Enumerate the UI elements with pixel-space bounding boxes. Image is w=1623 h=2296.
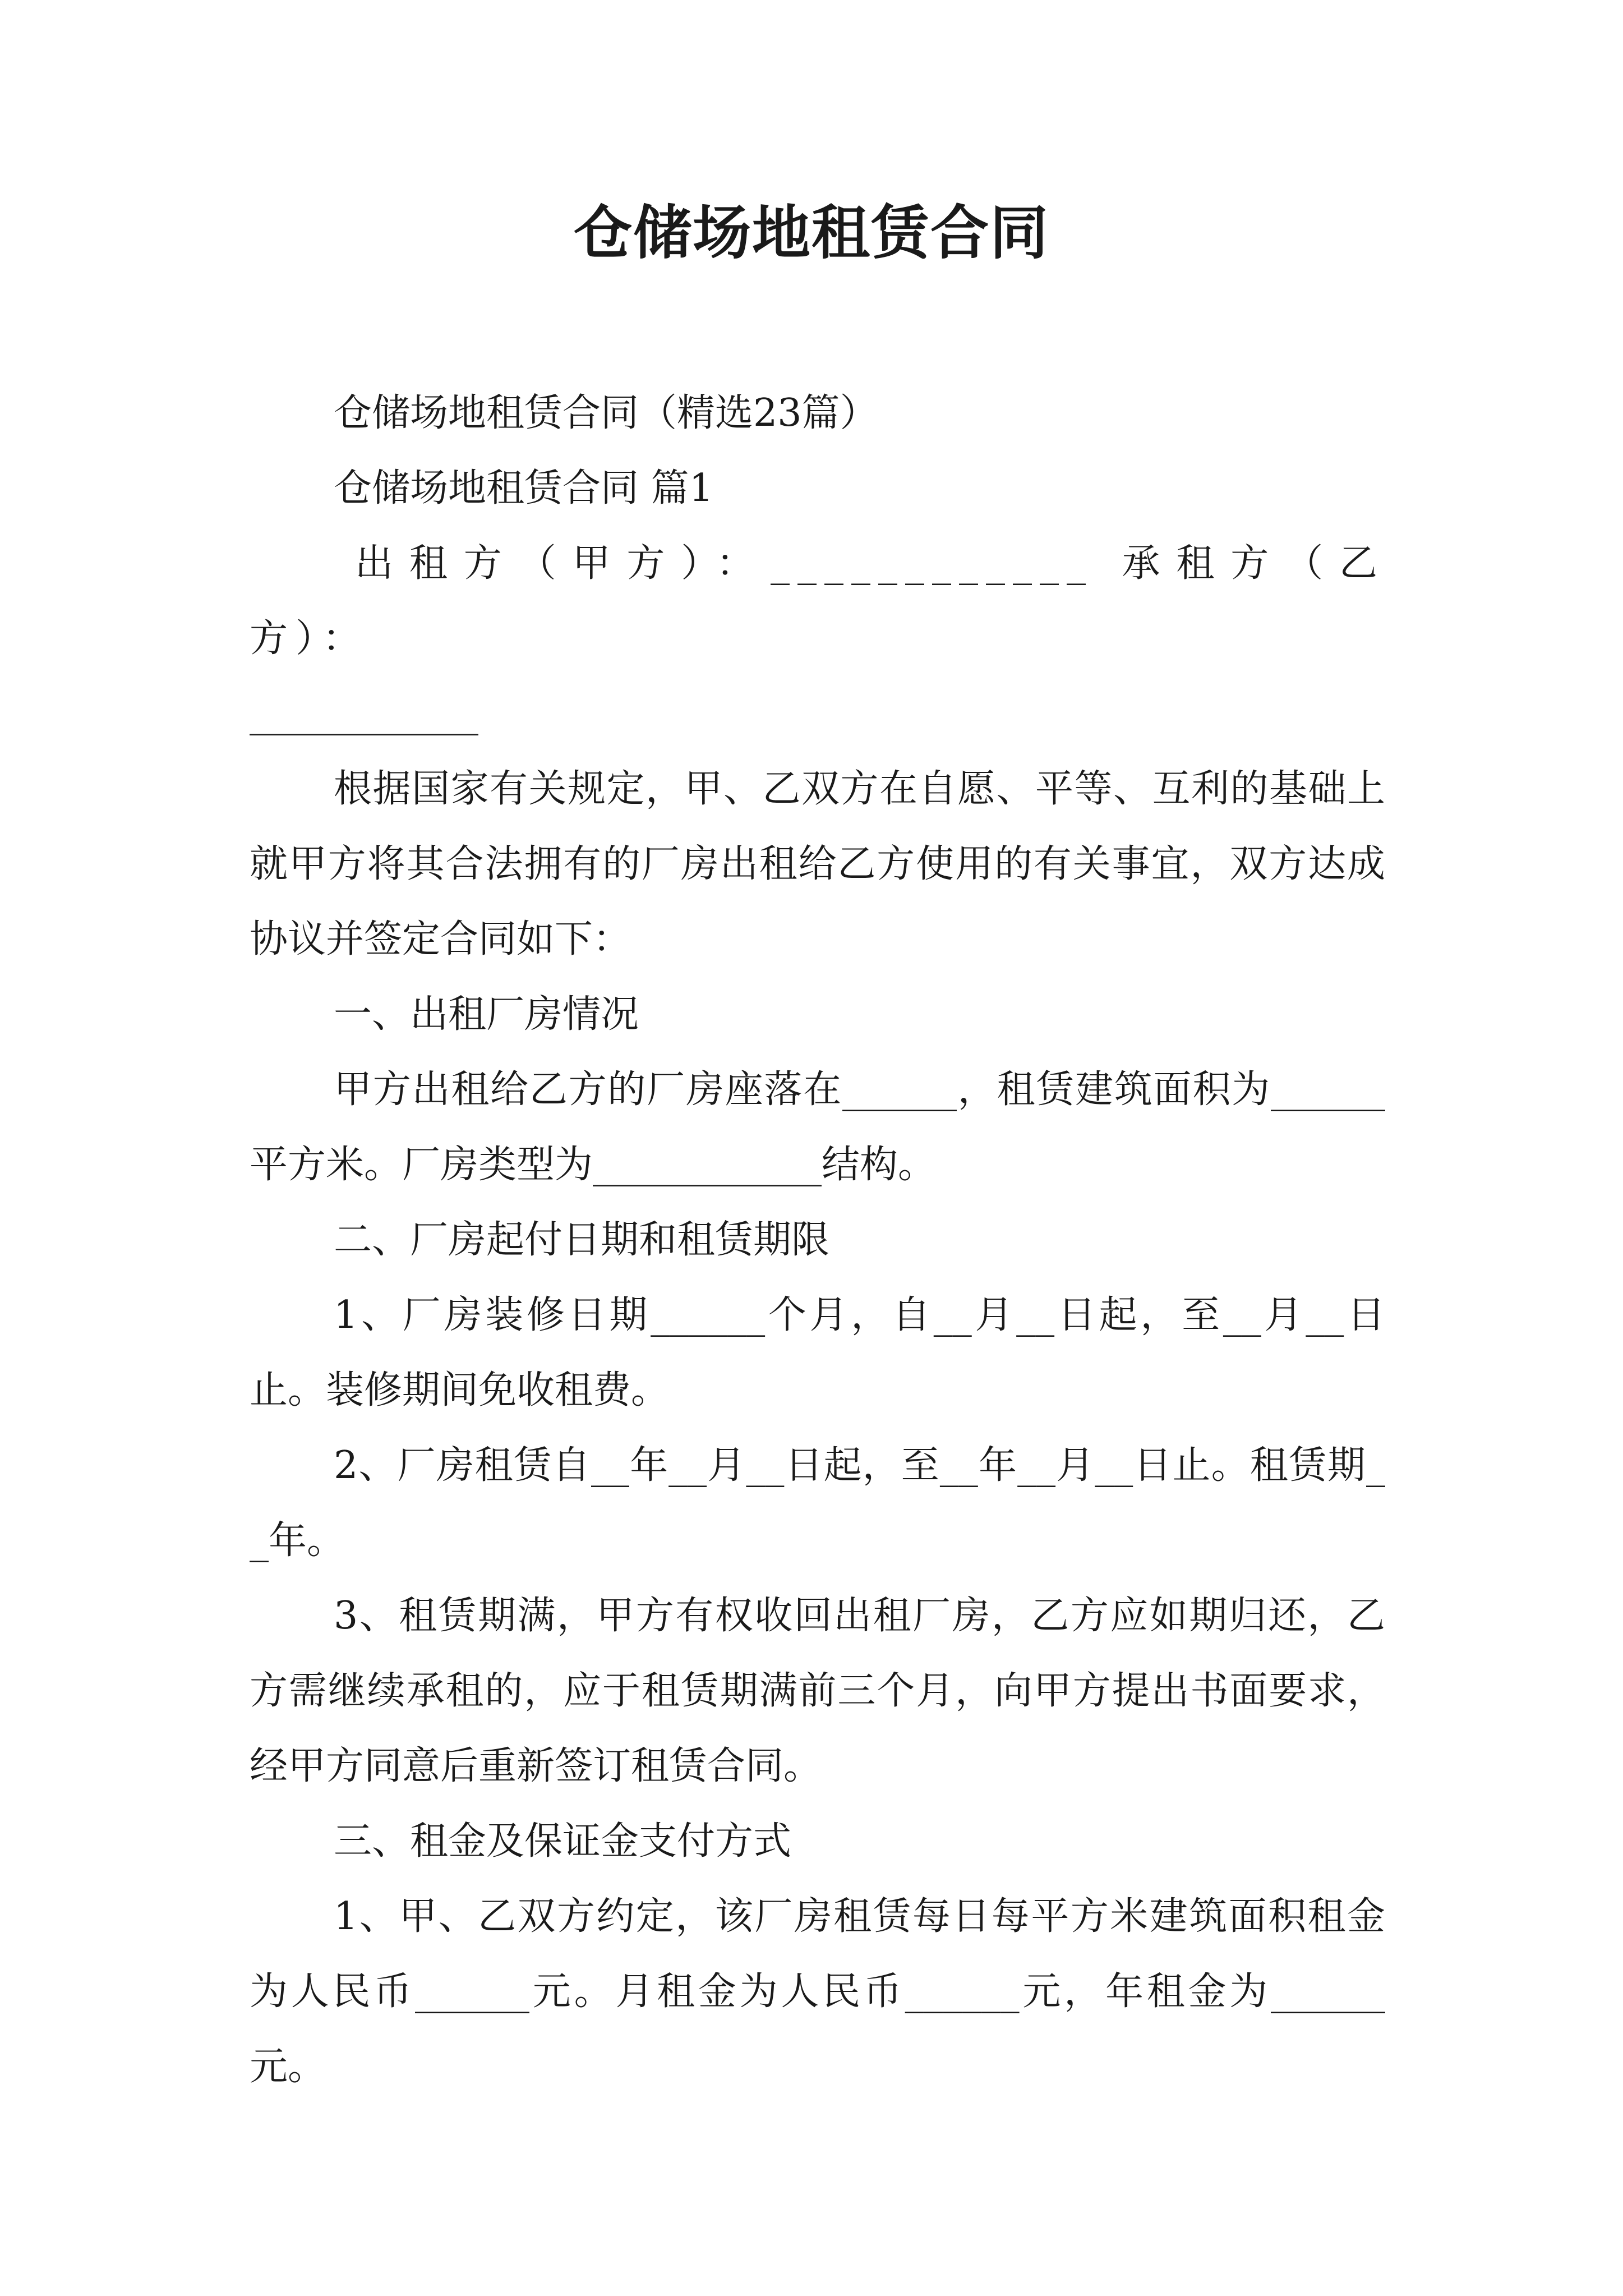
paragraph-clause-1: 甲方出租给乙方的厂房座落在______，租赁建筑面积为______平方米。厂房类型为____________结构。 <box>250 1068 1385 1187</box>
paragraph-heading-2: 二、厂房起付日期和租赁期限 <box>334 1218 830 1262</box>
paragraph-preamble: 根据国家有关规定，甲、乙双方在自愿、平等、互利的基础上就甲方将其合法拥有的厂房出租给乙方使用的有关事宜，双方达成协议并签定合同如下： <box>250 767 1385 961</box>
document-body <box>250 376 1385 2105</box>
paragraph-subtitle: 仓储场地租赁合同（精选23篇） <box>334 391 878 435</box>
paragraph-clause-2-1: 1、厂房装修日期______个月，自__月__日起，至__月__日止。装修期间免收租费。 <box>250 1293 1385 1412</box>
paragraph-heading-3: 三、租金及保证金支付方式 <box>334 1819 792 1864</box>
paragraph-parties-blank: ____________ <box>250 692 478 736</box>
paragraph-heading-1: 一、出租厂房情况 <box>334 992 639 1037</box>
paragraph-clause-3-1: 1、甲、乙双方约定，该厂房租赁每日每平方米建筑面积租金为人民币______元。月租金为人民币______元，年租金为______元。 <box>250 1894 1385 2089</box>
document-title: 仓储场地租赁合同 <box>573 198 1049 267</box>
paragraph-clause-2-3: 3、租赁期满，甲方有权收回出租厂房，乙方应如期归还，乙方需继续承租的，应于租赁期满前三个月，向甲方提出书面要求，经甲方同意后重新签订租赁合同。 <box>250 1594 1385 1788</box>
paragraph-parties: 出租方（甲方）：____________ 承租方（乙方）： <box>250 541 1385 661</box>
paragraph-section-heading: 仓储场地租赁合同 篇1 <box>334 466 713 510</box>
paragraph-clause-2-2: 2、厂房租赁自__年__月__日起，至__年__月__日止。租赁期__年。 <box>250 1443 1385 1563</box>
